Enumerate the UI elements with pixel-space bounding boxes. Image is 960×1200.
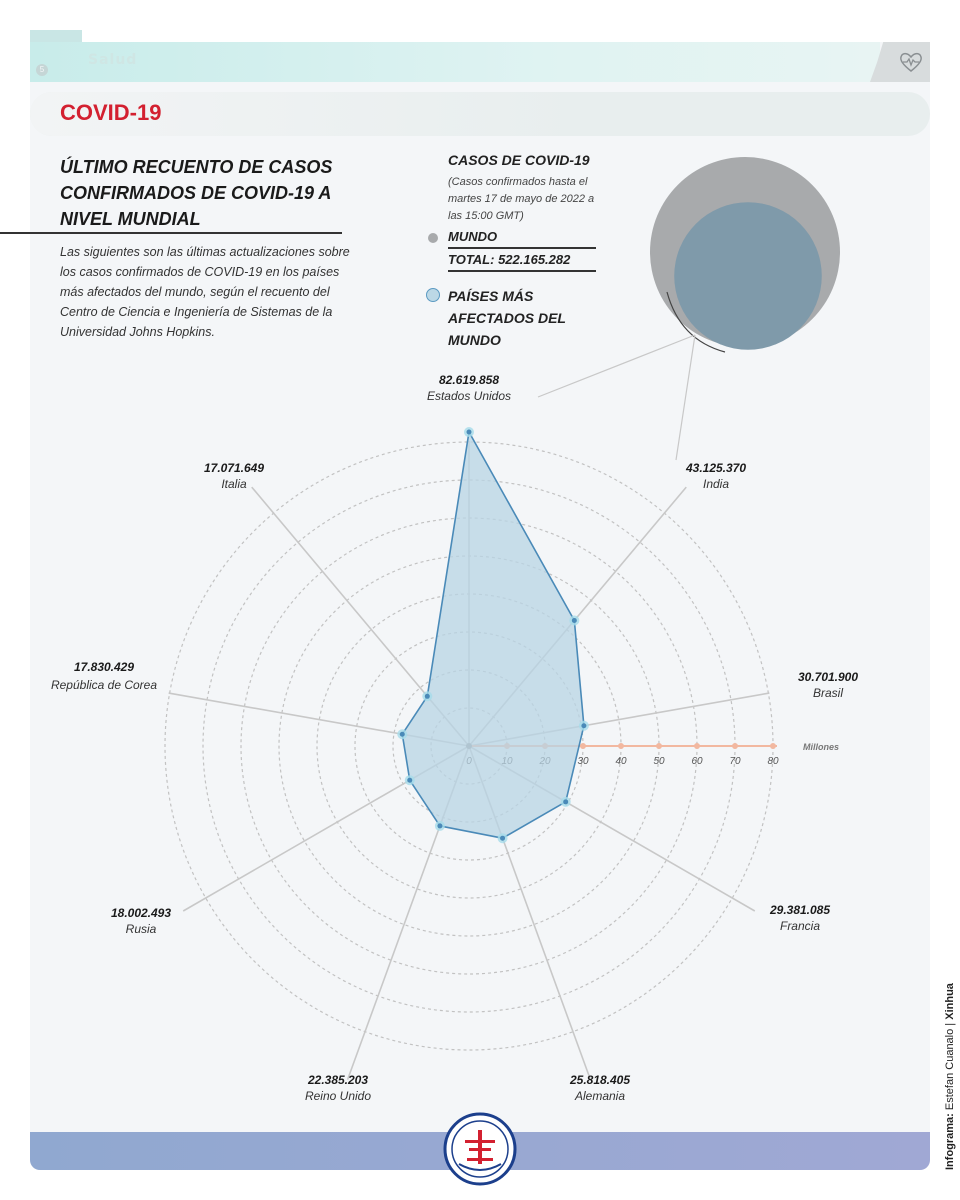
country-label: Alemania: [574, 1089, 626, 1103]
country-label: República de Corea: [50, 678, 158, 692]
credit-source: Xinhua: [944, 983, 956, 1020]
scale-tick: [656, 743, 662, 749]
scale-tick-label: 40: [615, 756, 627, 767]
scale-tick-label: 50: [653, 756, 665, 767]
section-label: Salud: [88, 52, 138, 68]
infographic-credit: [944, 983, 956, 1170]
scale-tick-label: 30: [577, 756, 589, 767]
country-label: India: [702, 477, 730, 491]
data-point: [500, 836, 505, 841]
scale-unit-label: Millones: [803, 742, 840, 752]
scale-tick: [580, 743, 586, 749]
value-label: 17.071.649: [203, 461, 265, 475]
scale-tick: [732, 743, 738, 749]
data-point: [400, 732, 405, 737]
scale-tick-label: 60: [691, 756, 703, 767]
credit-separator: |: [944, 1022, 956, 1026]
value-label: 18.002.493: [110, 906, 172, 920]
page-number: 5: [36, 64, 48, 76]
proportion-bubbles: [538, 157, 840, 460]
country-label: Reino Unido: [304, 1089, 372, 1103]
value-label: 30.701.900: [797, 670, 859, 684]
data-point: [425, 694, 430, 699]
value-label: 82.619.858: [438, 373, 500, 387]
bubble-leader: [676, 335, 695, 460]
value-label: 29.381.085: [769, 903, 831, 917]
legend-world-total: TOTAL: 522.165.282: [448, 252, 571, 267]
data-point: [407, 778, 412, 783]
value-label: 17.830.429: [73, 660, 135, 674]
legend-subtitle: (Casos confirmados hasta el martes 17 de mayo de 2022 a las 15:00 GMT): [448, 176, 595, 222]
credit-label: Infograma:: [944, 1113, 956, 1170]
value-label: 22.385.203: [307, 1073, 369, 1087]
scale-tick-label: 80: [767, 756, 779, 767]
countries-bubble: [674, 202, 822, 350]
legend-title: CASOS DE COVID-19: [448, 152, 590, 168]
data-point: [581, 723, 586, 728]
data-point: [572, 618, 577, 623]
legend-countries-label: PAÍSES MÁS AFECTADOS DEL MUNDO: [448, 288, 566, 348]
country-label: Italia: [221, 477, 247, 491]
bubble-leader: [538, 335, 695, 397]
series-area: [402, 432, 584, 838]
data-point: [563, 799, 568, 804]
page-title: COVID-19: [60, 100, 162, 125]
country-label: Rusia: [125, 922, 157, 936]
xinhua-logo: [443, 1112, 517, 1186]
headline: ÚLTIMO RECUENTO DE CASOS CONFIRMADOS DE COVID-19 A NIVEL MUNDIAL: [60, 157, 333, 229]
legend-world-label: MUNDO: [448, 229, 498, 244]
data-point: [467, 430, 472, 435]
data-point: [437, 823, 442, 828]
scale-tick: [618, 743, 624, 749]
radar-series: [397, 427, 589, 843]
scale-tick: [770, 743, 776, 749]
country-label: Estados Unidos: [426, 389, 512, 403]
intro-text: Las siguientes son las últimas actualizaciones sobre los casos confirmados de COVID-19 en los países más afectados del mundo, según el recuento del Centro de Ciencia e Ingeniería de Sistemas de la Universidad Johns Hopkins.: [60, 245, 350, 339]
country-label: Francia: [779, 919, 821, 933]
credit-author: Estefan Cuanalo: [944, 1028, 956, 1111]
scale-tick-label: 70: [729, 756, 741, 767]
scale-tick: [694, 743, 700, 749]
value-label: 25.818.405: [569, 1073, 631, 1087]
country-label: Brasil: [812, 686, 844, 700]
value-label: 43.125.370: [685, 461, 747, 475]
